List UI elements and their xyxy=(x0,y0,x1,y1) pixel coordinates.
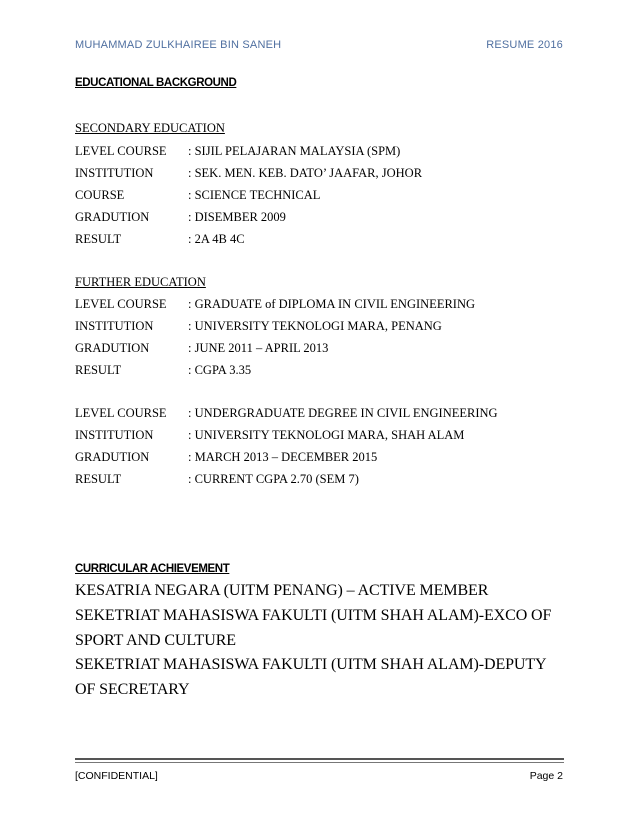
row-key: RESULT xyxy=(75,363,122,377)
row-value: : SCIENCE TECHNICAL xyxy=(188,188,321,202)
row-key: LEVEL COURSE xyxy=(75,297,167,311)
row-key: GRADUTION xyxy=(75,210,150,224)
row-key: GRADUTION xyxy=(75,450,150,464)
secondary-row xyxy=(75,144,400,159)
degree-row xyxy=(75,472,359,487)
diploma-row xyxy=(75,297,475,312)
page-footer xyxy=(75,770,563,782)
degree-row xyxy=(75,406,498,421)
degree-row xyxy=(75,428,464,443)
secondary-row xyxy=(75,210,286,225)
row-key: INSTITUTION xyxy=(75,166,154,180)
row-value: : GRADUATE of DIPLOMA IN CIVIL ENGINEERING xyxy=(188,297,476,311)
secondary-row xyxy=(75,232,245,247)
header-name: MUHAMMAD ZULKHAIREE BIN SANEH xyxy=(75,39,282,51)
row-value: : UNIVERSITY TEKNOLOGI MARA, PENANG xyxy=(188,319,442,333)
degree-row xyxy=(75,450,377,465)
row-value: : DISEMBER 2009 xyxy=(188,210,286,224)
further-education-title: FURTHER EDUCATION xyxy=(75,275,206,289)
diploma-row xyxy=(75,319,442,334)
diploma-row xyxy=(75,341,328,356)
secondary-row xyxy=(75,188,320,203)
row-key: LEVEL COURSE xyxy=(75,144,167,158)
row-value: : SIJIL PELAJARAN MALAYSIA (SPM) xyxy=(188,144,401,158)
row-key: LEVEL COURSE xyxy=(75,406,167,420)
row-value: : UNIVERSITY TEKNOLOGI MARA, SHAH ALAM xyxy=(188,428,465,442)
curricular-line: SPORT AND CULTURE xyxy=(75,632,236,649)
diploma-row xyxy=(75,363,251,378)
curricular-line: SEKETRIAT MAHASISWA FAKULTI (UITM SHAH ALAM)-EXCO OF xyxy=(75,607,552,624)
row-value: : UNDERGRADUATE DEGREE IN CIVIL ENGINEERING xyxy=(188,406,498,420)
curricular-line: SEKETRIAT MAHASISWA FAKULTI (UITM SHAH ALAM)-DEPUTY xyxy=(75,656,547,673)
footer-confidential: [CONFIDENTIAL] xyxy=(75,770,158,782)
row-value: : CURRENT CGPA 2.70 (SEM 7) xyxy=(188,472,359,486)
footer-rule-thin xyxy=(75,762,564,763)
row-value: : CGPA 3.35 xyxy=(188,363,252,377)
footer-rule-thick xyxy=(75,758,564,760)
row-value: : SEK. MEN. KEB. DATO’ JAAFAR, JOHOR xyxy=(188,166,423,180)
page-header xyxy=(75,39,563,51)
row-value: : MARCH 2013 – DECEMBER 2015 xyxy=(188,450,378,464)
header-doc-title: RESUME 2016 xyxy=(486,39,563,51)
row-key: INSTITUTION xyxy=(75,319,154,333)
row-key: RESULT xyxy=(75,472,122,486)
curricular-line: KESATRIA NEGARA (UITM PENANG) – ACTIVE MEMBER xyxy=(75,582,489,599)
educational-background-heading: EDUCATIONAL BACKGROUND xyxy=(75,77,237,89)
row-value: : JUNE 2011 – APRIL 2013 xyxy=(188,341,329,355)
row-key: COURSE xyxy=(75,188,125,202)
row-key: GRADUTION xyxy=(75,341,150,355)
secondary-education-title: SECONDARY EDUCATION xyxy=(75,121,225,135)
curricular-line: OF SECRETARY xyxy=(75,681,190,698)
secondary-row xyxy=(75,166,422,181)
row-value: : 2A 4B 4C xyxy=(188,232,245,246)
curricular-achievement-heading: CURRICULAR ACHIEVEMENT xyxy=(75,563,230,575)
footer-page-number: Page 2 xyxy=(529,770,563,782)
row-key: RESULT xyxy=(75,232,122,246)
row-key: INSTITUTION xyxy=(75,428,154,442)
